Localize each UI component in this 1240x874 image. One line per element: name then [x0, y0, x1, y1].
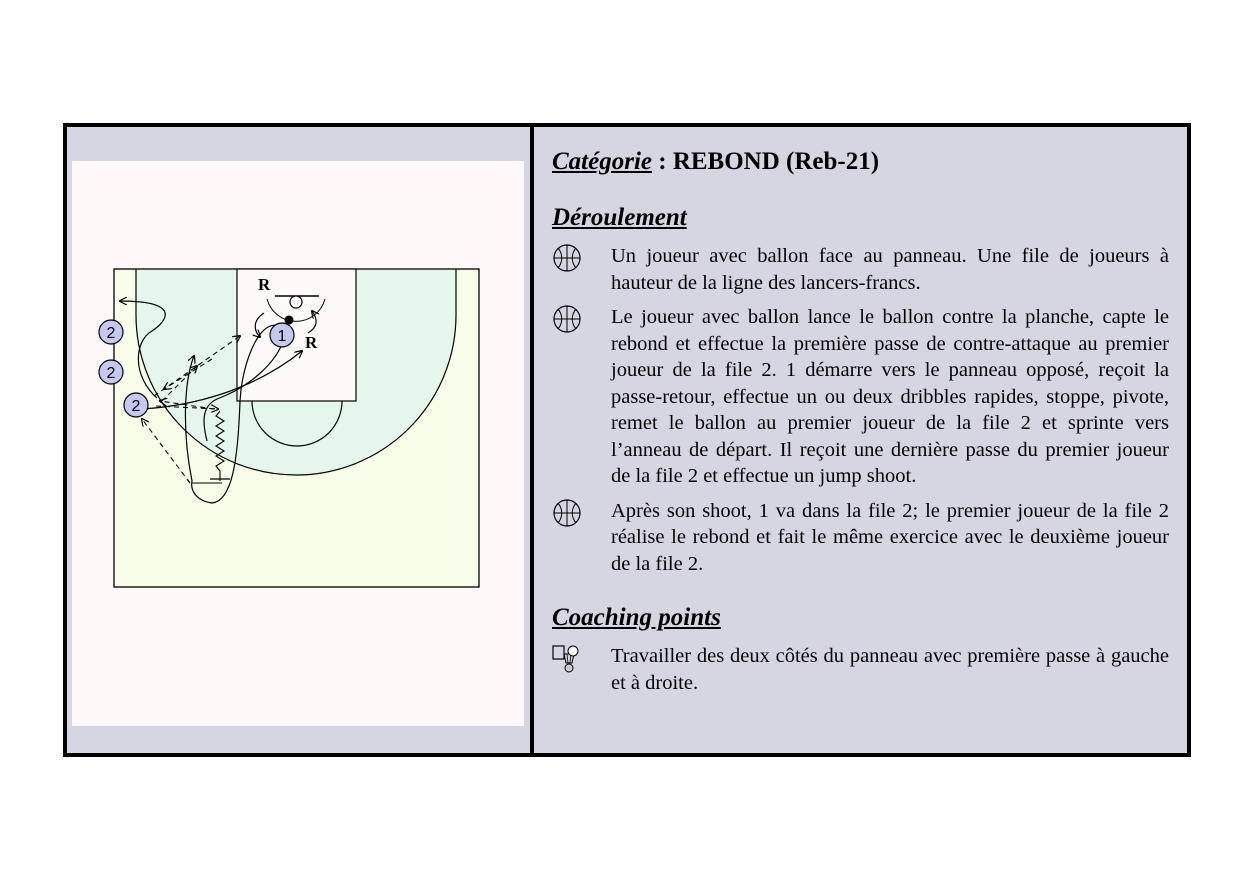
deroulement-list: [552, 243, 1169, 577]
deroulement-item-1: [552, 243, 1169, 296]
hoop: [290, 296, 302, 308]
basketball-hoop-icon: [552, 643, 582, 673]
deroulement-item-2: [552, 304, 1169, 490]
coaching-list: [552, 643, 1169, 696]
deroulement-text-1: Un joueur avec ballon face au panneau. Une file de joueurs à hauteur de la ligne des lancers-francs.: [611, 245, 1169, 294]
player-2c: [124, 393, 148, 417]
player-2a: [99, 320, 123, 344]
deroulement-text-3: Après son shoot, 1 va dans la file 2; le premier joueur de la file 2 réalise le rebond et fait le même exercice avec le deuxième joueur de la file 2.: [611, 499, 1169, 575]
player-2c-label: 2: [131, 398, 141, 415]
court-diagram: [72, 161, 524, 726]
player-1-label: 1: [277, 328, 287, 345]
category-label: Catégorie: [552, 148, 652, 175]
player-1: [270, 323, 294, 347]
deroulement-text-2: Le joueur avec ballon lance le ballon contre la planche, capte le rebond et effectue la première passe de contre-attaque au premier joueur de la file 2. 1 démarre vers le panneau opposé, reçoit la passe-retour, effectue un ou deux dribbles rapides, stoppe, pivote, remet le ballon au premier joueur de la file 2 et sprinte vers l’anneau de départ. Il reçoit une dernière passe du premier joueur de la file 2 et effectue un jump shoot.: [611, 306, 1169, 487]
category-value: : REBOND (Reb-21): [658, 148, 880, 175]
court-svg: [72, 161, 524, 726]
diagram-pane: [67, 127, 534, 753]
coaching-title: Coaching points: [552, 604, 721, 631]
basketball-icon: [552, 243, 582, 273]
player-2b-label: 2: [106, 365, 116, 382]
description-pane: [534, 127, 1187, 753]
rebound-label-left: R: [258, 275, 271, 294]
coaching-text-1: Travailler des deux côtés du panneau avec première passe à gauche et à droite.: [611, 645, 1169, 694]
category-heading: [552, 147, 1169, 177]
rebound-label-right: R: [305, 333, 318, 352]
coaching-item-1: [552, 643, 1169, 696]
player-2b: [99, 360, 123, 384]
basketball-icon: [552, 498, 582, 528]
player-2a-label: 2: [106, 325, 116, 342]
drill-card: [63, 123, 1191, 757]
deroulement-item-3: [552, 498, 1169, 578]
basketball-icon: [552, 304, 582, 334]
deroulement-title: Déroulement: [552, 204, 687, 231]
